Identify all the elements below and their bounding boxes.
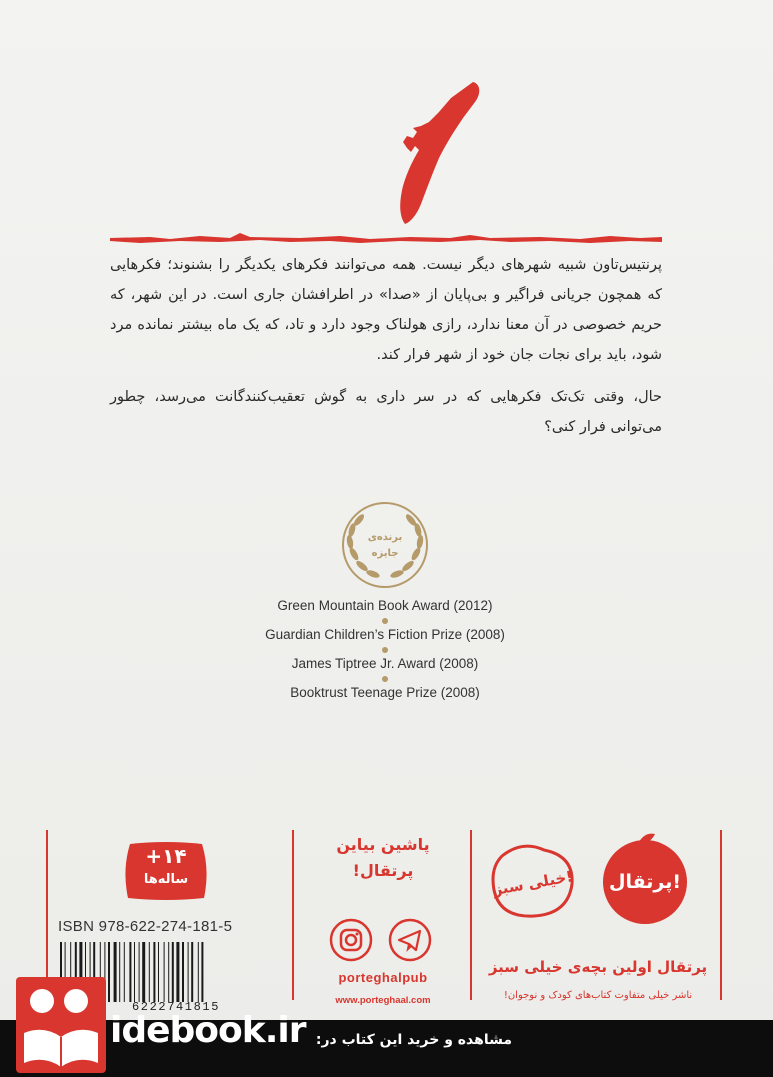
bullet-dot-icon <box>200 616 570 625</box>
watermark-brand[interactable]: idebook.ir <box>110 1010 306 1051</box>
social-handle: porteghalpub <box>338 970 428 985</box>
book-reader-icon <box>12 975 110 1077</box>
barcode-digits: 6222741815 <box>132 1000 221 1014</box>
website-url: www.porteghaal.com <box>335 995 431 1006</box>
bullet-dot-icon <box>200 674 570 683</box>
seal-line-1: برنده‌ی <box>367 532 403 543</box>
follow-us-text <box>298 832 468 884</box>
divider-line <box>292 830 294 1000</box>
porteghal-logo-text: پرتقال! <box>608 871 682 893</box>
age-rating-badge <box>120 840 212 902</box>
divider-line <box>720 830 722 1000</box>
kheili-sabz-logo-icon <box>482 836 582 922</box>
follow-line-2: پرتقال! <box>352 861 414 880</box>
publisher-subtitle: ناشر خیلی متفاوت کتاب‌های کودک و نوجوان! <box>503 990 693 1001</box>
telegram-icon[interactable] <box>388 918 432 962</box>
award-item: Guardian Children’s Fiction Prize (2008) <box>265 627 505 642</box>
divider-line <box>470 830 472 1000</box>
award-item: Green Mountain Book Award (2012) <box>277 598 493 613</box>
follow-line-1: پاشین بیاین <box>336 835 430 854</box>
publisher-title: پرتقال اولین بچه‌ی خیلی سبز <box>488 958 708 976</box>
kheili-sabz-logo-text: خیلی سبز! <box>491 867 575 899</box>
instagram-icon[interactable] <box>329 918 373 962</box>
torn-paper-divider <box>110 228 662 250</box>
porteghal-logo-icon <box>595 828 695 928</box>
seal-line-2: جایزه <box>371 548 399 559</box>
award-item: James Tiptree Jr. Award (2008) <box>291 656 479 671</box>
award-laurel-seal <box>340 500 430 590</box>
awards-list <box>200 596 570 703</box>
blurb-paragraph-1: پرنتیس‌تاون شبیه شهرهای دیگر نیست. همه می‌توانند فکرهای یکدیگر را بشنوند؛ فکرهایی که همچون جریانی فراگیر و بی‌پایان از «صدا» در اطرافشان جاری است. در این شهر، که حریم خصوصی در آن معنا ندارد، رازی هولناک وجود دارد و تاد، که یک ماه بیشتر نمانده مرد شود، باید برای نجات جان خود از شهر فرار کند. <box>110 257 662 363</box>
award-item: Booktrust Teenage Prize (2008) <box>290 685 480 700</box>
blurb-paragraph-2: حال، وقتی تک‌تک فکرهایی که در سر داری به گوش تعقیب‌کنندگانت می‌رسد، چطور می‌توانی فرار کنی؟ <box>110 389 662 435</box>
bullet-dot-icon <box>200 645 570 654</box>
back-cover-blurb <box>110 250 662 442</box>
age-rating-label: +۱۴ <box>145 844 187 868</box>
isbn-number: ISBN 978-622-274-181-5 <box>58 918 233 935</box>
knife-illustration <box>355 76 495 226</box>
watermark-caption: مشاهده و خرید این کتاب در: <box>315 1032 512 1048</box>
age-rating-sub: ساله‌ها <box>143 872 189 887</box>
